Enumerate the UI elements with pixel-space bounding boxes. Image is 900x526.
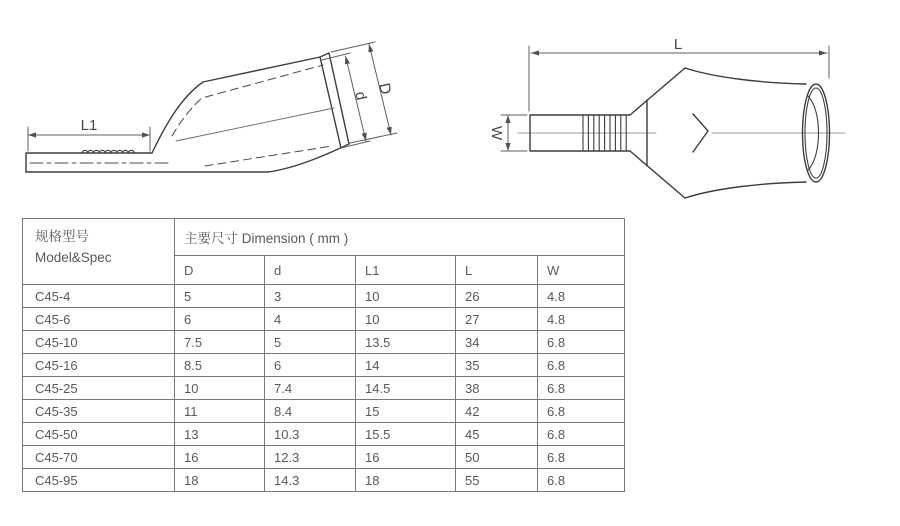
dimension-value-cell: 6.8: [538, 400, 625, 423]
model-spec-header: [23, 219, 175, 285]
model-spec-header-en: Model&Spec: [35, 250, 112, 265]
dimension-value-cell: 4.8: [538, 308, 625, 331]
dimension-value-cell: 16: [356, 446, 456, 469]
dimension-value-cell: 6.8: [538, 469, 625, 492]
dimension-value-cell: 10: [356, 308, 456, 331]
dimension-value-cell: 6.8: [538, 423, 625, 446]
dimension-value-cell: 50: [456, 446, 538, 469]
model-cell: C45-10: [23, 331, 175, 354]
chevron-mark: [693, 114, 708, 152]
dimension-value-cell: 6.8: [538, 354, 625, 377]
model-cell: C45-70: [23, 446, 175, 469]
model-cell: C45-16: [23, 354, 175, 377]
top-view-drawing: [488, 36, 845, 198]
D-arrow-bottom: [387, 127, 392, 135]
dimension-value-cell: 12.3: [265, 446, 356, 469]
dimension-value-cell: 4: [265, 308, 356, 331]
L-arrow-right: [819, 50, 827, 55]
dimension-value-cell: 45: [456, 423, 538, 446]
model-cell: C45-35: [23, 400, 175, 423]
model-cell: C45-25: [23, 377, 175, 400]
table-row: [23, 308, 625, 331]
dimension-value-cell: 35: [456, 354, 538, 377]
table-row: [23, 469, 625, 492]
dimension-value-cell: 5: [265, 331, 356, 354]
dimension-value-cell: 11: [175, 400, 265, 423]
dimension-column-header: L: [456, 256, 538, 285]
dimension-value-cell: 6: [265, 354, 356, 377]
dimension-column-header: d: [265, 256, 356, 285]
table-row: [23, 377, 625, 400]
body-top-edge: [685, 68, 806, 84]
dimension-value-cell: 7.5: [175, 331, 265, 354]
table-header-row-1: [23, 219, 625, 256]
dim-label-L1: L1: [80, 117, 98, 134]
bore-top-dashed: [172, 65, 323, 136]
barrel-top-edge: [152, 57, 320, 153]
dimension-value-cell: 4.8: [538, 285, 625, 308]
dimension-value-cell: 8.5: [175, 354, 265, 377]
dimension-value-cell: 10.3: [265, 423, 356, 446]
dimension-value-cell: 13: [175, 423, 265, 446]
l1-arrow-right: [142, 132, 150, 137]
technical-drawings: [0, 0, 900, 210]
dimension-value-cell: 5: [175, 285, 265, 308]
dimension-value-cell: 14: [356, 354, 456, 377]
W-arrow-top: [505, 115, 510, 123]
W-arrow-bottom: [505, 143, 510, 151]
d-arrow-top: [345, 56, 350, 64]
dim-label-d: d: [351, 89, 370, 102]
dimension-value-cell: 34: [456, 331, 538, 354]
model-cell: C45-4: [23, 285, 175, 308]
dim-label-D: D: [374, 81, 395, 97]
dim-label-L: L: [673, 36, 683, 53]
dimension-value-cell: 13.5: [356, 331, 456, 354]
dimension-value-cell: 42: [456, 400, 538, 423]
spec-table-body: [23, 285, 625, 492]
dimension-value-cell: 10: [175, 377, 265, 400]
dimension-value-cell: 14.5: [356, 377, 456, 400]
dimension-value-cell: 55: [456, 469, 538, 492]
dimension-value-cell: 16: [175, 446, 265, 469]
dimension-column-header: W: [538, 256, 625, 285]
body-bottom-edge: [685, 182, 806, 198]
dim-label-W: W: [488, 125, 505, 141]
dimension-value-cell: 6.8: [538, 446, 625, 469]
dimension-value-cell: 18: [175, 469, 265, 492]
dimension-value-cell: 7.4: [265, 377, 356, 400]
model-cell: C45-95: [23, 469, 175, 492]
drawings-svg: [0, 0, 900, 210]
dimension-value-cell: 6.8: [538, 377, 625, 400]
D-arrow-top: [368, 44, 373, 52]
dimension-value-cell: 6: [175, 308, 265, 331]
barrel-mouth: [320, 53, 349, 148]
dimension-value-cell: 15: [356, 400, 456, 423]
model-cell: C45-50: [23, 423, 175, 446]
barrel-crease-line: [176, 108, 334, 141]
spec-table: [22, 218, 625, 492]
side-view-drawing: [26, 42, 397, 172]
table-row: [23, 331, 625, 354]
dimension-value-cell: 38: [456, 377, 538, 400]
bore-bottom-dashed: [205, 146, 332, 166]
table-row: [23, 400, 625, 423]
dimension-value-cell: 18: [356, 469, 456, 492]
table-row: [23, 354, 625, 377]
dimension-value-cell: 8.4: [265, 400, 356, 423]
dimension-value-cell: 27: [456, 308, 538, 331]
dimension-value-cell: 3: [265, 285, 356, 308]
table-row: [23, 423, 625, 446]
dimension-value-cell: 14.3: [265, 469, 356, 492]
L-arrow-left: [531, 50, 539, 55]
dimension-column-header: L1: [356, 256, 456, 285]
dimension-value-cell: 26: [456, 285, 538, 308]
dimension-header: 主要尺寸 Dimension ( mm ): [175, 219, 625, 256]
l1-arrow-left: [28, 132, 36, 137]
bottom-edge: [26, 144, 349, 172]
dimension-value-cell: 6.8: [538, 331, 625, 354]
L-extension-lines: [529, 46, 829, 111]
table-row: [23, 285, 625, 308]
dimension-column-header: D: [175, 256, 265, 285]
model-cell: C45-6: [23, 308, 175, 331]
dimension-value-cell: 15.5: [356, 423, 456, 446]
model-spec-header-cn: 规格型号: [35, 229, 89, 244]
dimension-value-cell: 10: [356, 285, 456, 308]
table-row: [23, 446, 625, 469]
